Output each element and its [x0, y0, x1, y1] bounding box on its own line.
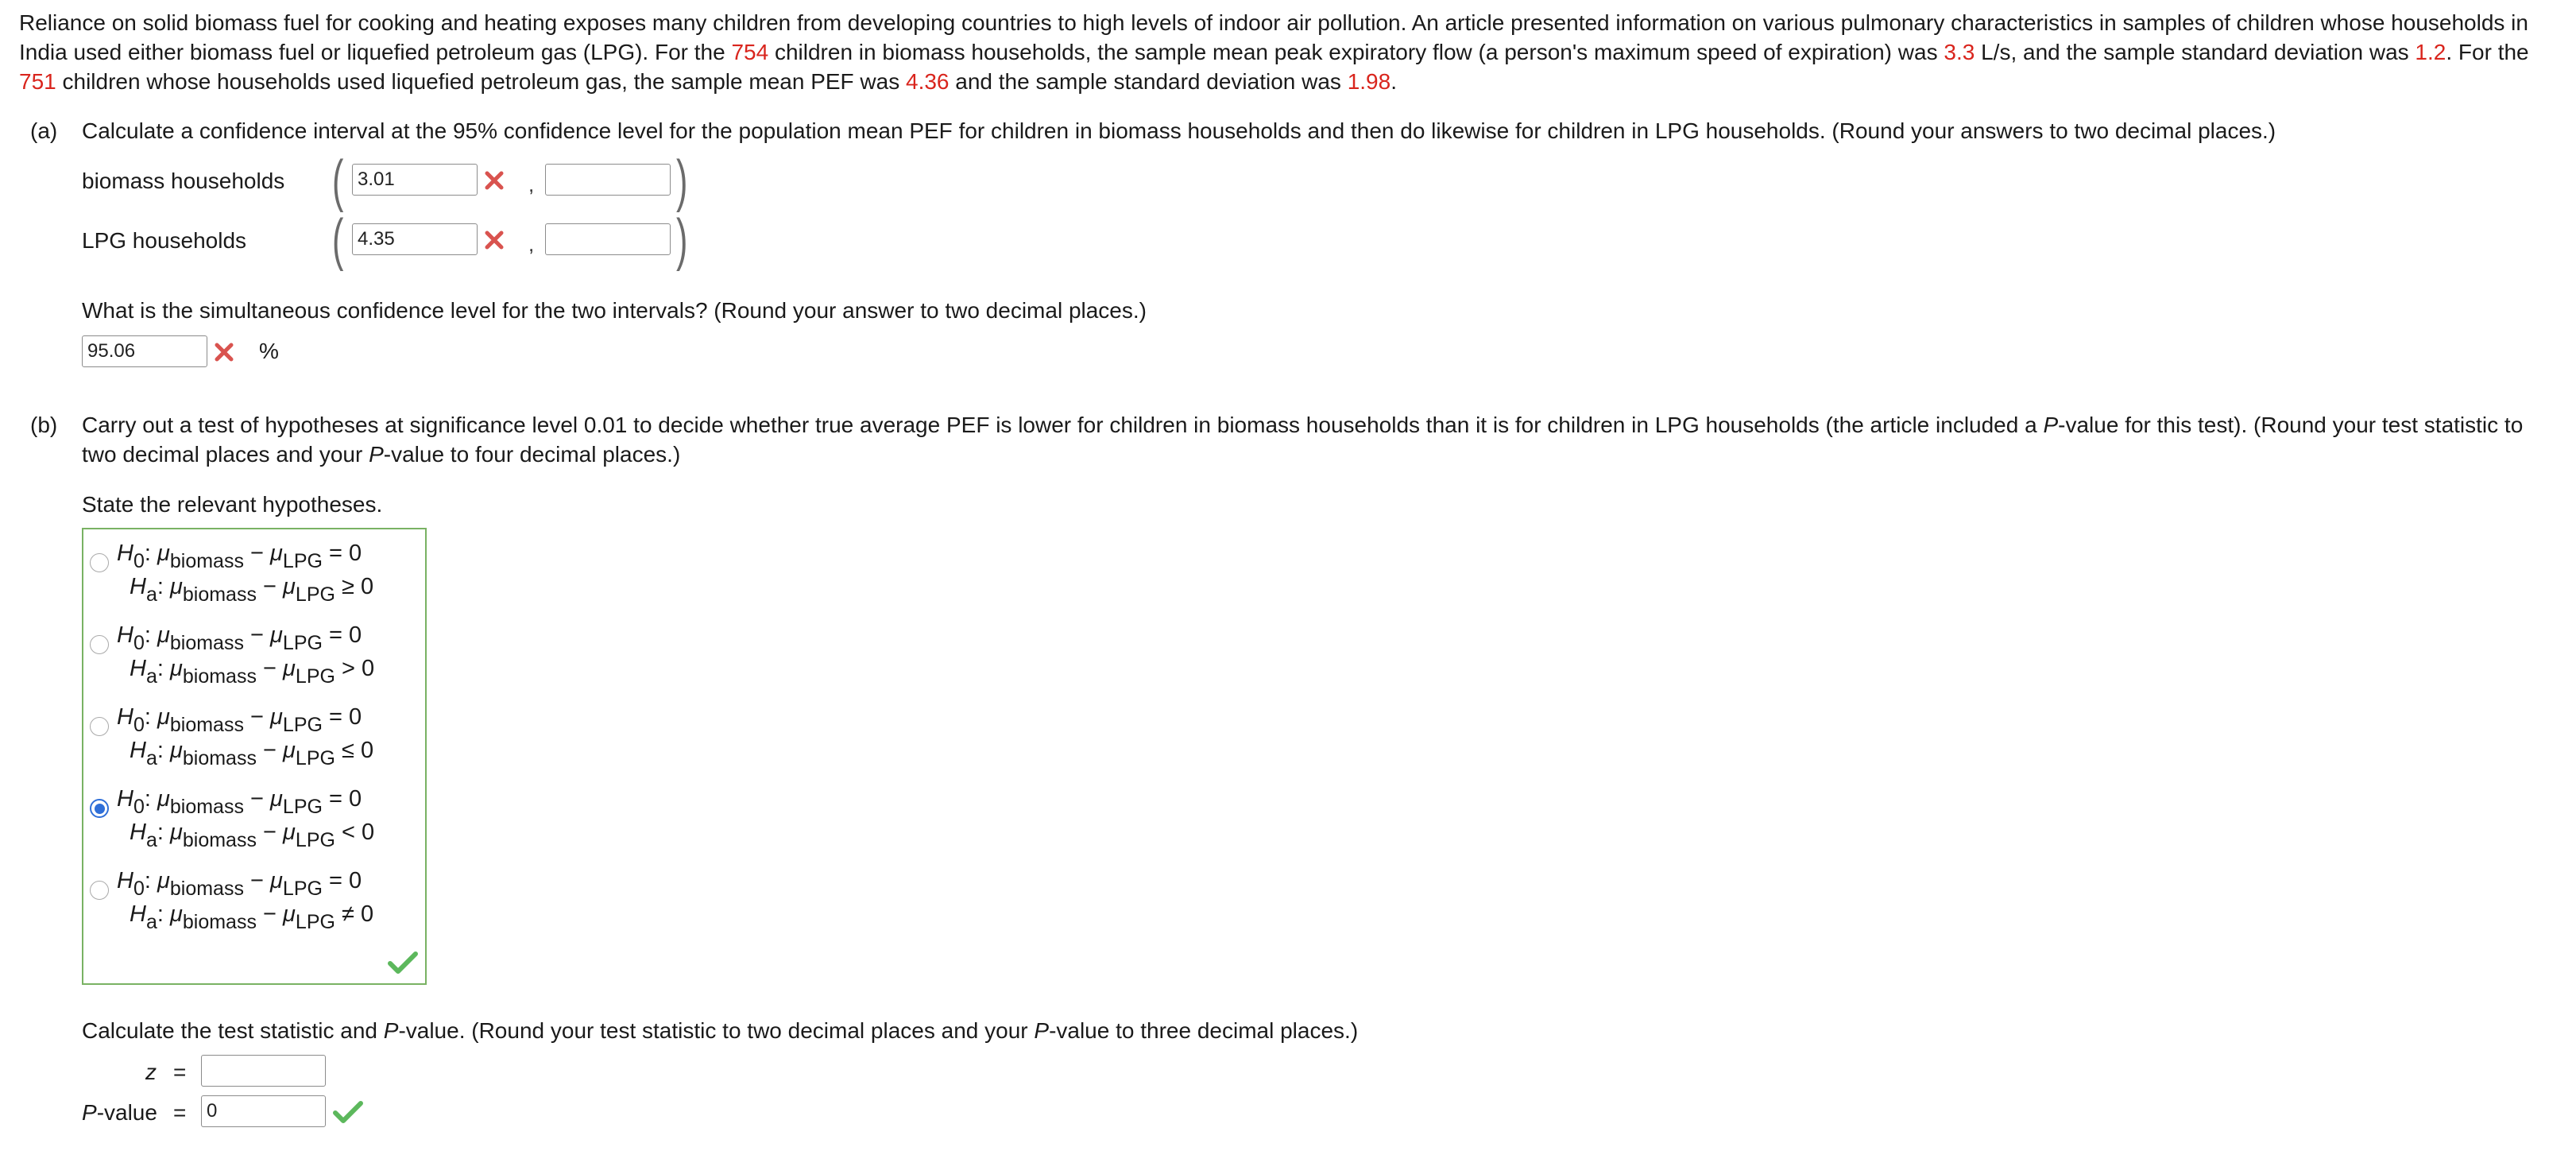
- hypothesis-option[interactable]: [83, 703, 425, 782]
- null-hypothesis: H0: μbiomass − μLPG = 0: [117, 868, 362, 900]
- lpg-sample-sd: 1.98: [1347, 69, 1391, 94]
- z-label: z: [145, 1060, 157, 1084]
- hypotheses-options-box: [82, 528, 427, 985]
- biomass-row-label: biomass households: [82, 169, 285, 193]
- incorrect-x-icon: [212, 340, 236, 364]
- radio-button[interactable]: [90, 717, 109, 736]
- part-a-label: (a): [30, 118, 58, 143]
- null-hypothesis: H0: μbiomass − μLPG = 0: [117, 704, 362, 736]
- problem-intro: Reliance on solid biomass fuel for cooking and heating exposes many children from developing countries to high levels of indoor air pollution. An article presented information on various pulmonary characteristics in samples of children whose households in India used either biomass fuel or liquefied petroleum gas (LPG). For the 754 children in biomass households, the sample mean peak expiratory flow (a person's maximum speed of expiration) was 3.3 L/s, and the sample standard deviation was 1.2. For the 751 children whose households used liquefied petroleum gas, the sample mean PEF was 4.36 and the sample standard deviation was 1.98.: [19, 10, 2529, 94]
- alternative-hypothesis: Ha: μbiomass − μLPG ≥ 0: [130, 574, 374, 606]
- equals-sign: =: [173, 1100, 187, 1125]
- alternative-hypothesis: Ha: μbiomass − μLPG ≠ 0: [130, 901, 374, 933]
- alternative-hypothesis: Ha: μbiomass − μLPG > 0: [130, 656, 375, 688]
- p-value-input[interactable]: [201, 1095, 326, 1127]
- part-b-label: (b): [30, 413, 58, 437]
- simultaneous-question: What is the simultaneous confidence level for the two intervals? (Round your answer to two decimal places.): [82, 298, 1147, 323]
- radio-button[interactable]: [90, 635, 109, 654]
- alternative-hypothesis: Ha: μbiomass − μLPG ≤ 0: [130, 738, 374, 769]
- part-a-question: Calculate a confidence interval at the 95% confidence level for the population mean PEF for children in biomass households and then do likewise for children in LPG households. (Round your answers to two decimal places.): [82, 118, 2276, 143]
- p-value-label: P-value: [82, 1100, 157, 1125]
- percent-sign: %: [259, 339, 279, 363]
- hypothesis-option[interactable]: [83, 785, 425, 864]
- comma: ,: [528, 172, 535, 196]
- open-paren: (: [332, 149, 344, 213]
- close-paren: ): [676, 208, 688, 272]
- open-paren: (: [332, 208, 344, 272]
- comma: ,: [528, 232, 535, 256]
- radio-button[interactable]: [90, 881, 109, 900]
- incorrect-x-icon: [482, 169, 506, 192]
- correct-check-icon: [387, 951, 419, 975]
- calc-question: Calculate the test statistic and P-value. (Round your test statistic to two decimal places and your P-value to three decimal places.): [82, 1018, 1359, 1043]
- hypothesis-option[interactable]: [83, 539, 425, 618]
- null-hypothesis: H0: μbiomass − μLPG = 0: [117, 541, 362, 572]
- correct-check-icon: [332, 1100, 364, 1124]
- alternative-hypothesis: Ha: μbiomass − μLPG < 0: [130, 820, 375, 851]
- lpg-sample-mean: 4.36: [906, 69, 950, 94]
- biomass-sample-size: 754: [731, 40, 769, 64]
- simultaneous-level-input[interactable]: [82, 335, 207, 367]
- biomass-sample-mean: 3.3: [1944, 40, 1975, 64]
- equals-sign: =: [173, 1060, 187, 1084]
- hypothesis-option[interactable]: [83, 621, 425, 700]
- z-statistic-input[interactable]: [201, 1055, 326, 1087]
- biomass-lower-input[interactable]: [352, 164, 478, 196]
- lpg-row-label: LPG households: [82, 228, 247, 253]
- lpg-sample-size: 751: [19, 69, 56, 94]
- null-hypothesis: H0: μbiomass − μLPG = 0: [117, 622, 362, 654]
- biomass-upper-input[interactable]: [545, 164, 671, 196]
- part-b-question: Carry out a test of hypotheses at significance level 0.01 to decide whether true average PEF is lower for children in biomass households than it is for children in LPG households (the article included a P-value for this test). (Round your test statistic to two decimal places and your P-value to four decimal places.): [82, 413, 2524, 467]
- null-hypothesis: H0: μbiomass − μLPG = 0: [117, 786, 362, 818]
- state-hypotheses-label: State the relevant hypotheses.: [82, 492, 383, 517]
- lpg-upper-input[interactable]: [545, 223, 671, 255]
- hypothesis-option[interactable]: [83, 866, 425, 946]
- radio-button[interactable]: [90, 799, 109, 818]
- incorrect-x-icon: [482, 228, 506, 252]
- biomass-sample-sd: 1.2: [2415, 40, 2446, 64]
- close-paren: ): [676, 149, 688, 213]
- lpg-lower-input[interactable]: [352, 223, 478, 255]
- radio-button[interactable]: [90, 553, 109, 572]
